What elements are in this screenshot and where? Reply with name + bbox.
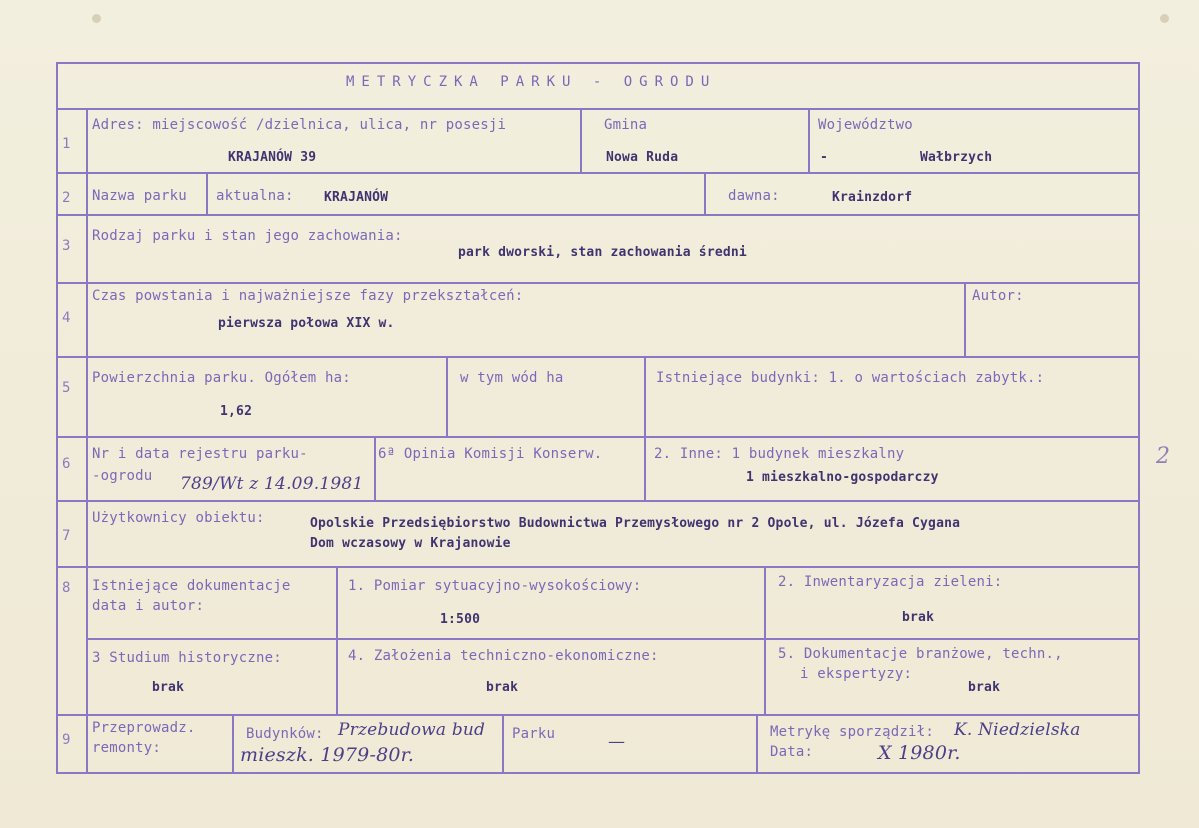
col-divider — [756, 714, 758, 772]
buildings-repairs-hand-2: mieszk. 1979-80r. — [240, 744, 415, 766]
gmina-value: Nowa Ruda — [606, 150, 679, 165]
park-record-card — [56, 62, 1140, 774]
repairs-label-cont: remonty: — [92, 740, 162, 756]
col-divider — [808, 108, 810, 172]
col-divider — [374, 436, 376, 500]
creation-label: Czas powstania i najważniejsze fazy przekształceń: — [92, 288, 524, 304]
register-label-cont: -ogrodu — [92, 468, 153, 484]
date-value: X 1980r. — [878, 742, 961, 764]
row-number: 6 — [62, 456, 71, 472]
branch-docs-value: brak — [968, 680, 1001, 695]
gmina-label: Gmina — [604, 117, 648, 133]
col-divider — [764, 566, 766, 714]
park-type-label: Rodzaj parku i stan jego zachowania: — [92, 228, 403, 244]
repairs-label: Przeprowadz. — [92, 720, 196, 736]
users-value-line2: Dom wczasowy w Krajanowie — [310, 536, 511, 551]
current-name-label: aktualna: — [216, 188, 294, 204]
row-divider — [58, 282, 1138, 284]
inventory-value: brak — [902, 610, 935, 625]
register-value: 789/Wt z 14.09.1981 — [180, 474, 364, 494]
row-divider — [58, 566, 1138, 568]
row-number: 2 — [62, 190, 71, 206]
branch-docs-label-cont: i ekspertyzy: — [800, 666, 913, 682]
card-title: METRYCZKA PARKU - OGRODU — [346, 74, 717, 90]
users-label: Użytkownicy obiektu: — [92, 510, 265, 526]
documentation-label-cont: data i autor: — [92, 598, 205, 614]
branch-docs-label: 5. Dokumentacje branżowe, techn., — [778, 646, 1063, 662]
address-value: KRAJANÓW 39 — [228, 150, 317, 165]
row-number: 9 — [62, 732, 71, 748]
compiled-by-label: Metrykę sporządził: — [770, 724, 934, 740]
col-divider — [446, 356, 448, 436]
other-buildings-label: 2. Inne: 1 budynek mieszkalny — [654, 446, 905, 462]
row-number: 5 — [62, 380, 71, 396]
row-number: 3 — [62, 238, 71, 254]
row-divider — [86, 638, 1138, 640]
technical-assumptions-label: 4. Założenia techniczno-ekonomiczne: — [348, 648, 659, 664]
row-number: 1 — [62, 136, 71, 152]
col-divider — [502, 714, 504, 772]
historical-study-label: 3 Studium historyczne: — [92, 650, 282, 666]
row-divider — [58, 172, 1138, 174]
survey-value: 1:500 — [440, 612, 481, 627]
technical-assumptions-value: brak — [486, 680, 519, 695]
area-value: 1,62 — [220, 404, 253, 419]
documentation-label: Istniejące dokumentacje — [92, 578, 291, 594]
col-divider — [580, 108, 582, 172]
voivodeship-label: Województwo — [818, 117, 913, 133]
area-label: Powierzchnia parku. Ogółem ha: — [92, 370, 351, 386]
park-type-value: park dworski, stan zachowania średni — [458, 245, 747, 260]
buildings-repairs-hand-1: Przebudowa bud — [338, 720, 486, 740]
voivodeship-dash: - — [820, 150, 829, 165]
users-value-line1: Opolskie Przedsiębiorstwo Budownictwa Przemysłowego nr 2 Opole, ul. Józefa Cygana — [310, 516, 961, 531]
row-divider — [58, 108, 1138, 110]
punch-hole — [92, 14, 101, 23]
compiled-by-value: K. Niedzielska — [954, 720, 1081, 740]
survey-label: 1. Pomiar sytuacyjno-wysokościowy: — [348, 578, 642, 594]
creation-value: pierwsza połowa XIX w. — [218, 316, 395, 331]
buildings-repairs-label: Budynków: — [246, 726, 324, 742]
col-divider — [964, 282, 966, 356]
inventory-label: 2. Inwentaryzacja zieleni: — [778, 574, 1003, 590]
col-divider — [206, 172, 208, 214]
conservator-opinion-label: 6ª Opinia Komisji Konserw. — [378, 446, 603, 462]
row-number: 7 — [62, 528, 71, 544]
col-divider — [704, 172, 706, 214]
row-divider — [58, 714, 1138, 716]
row-divider — [58, 214, 1138, 216]
col-divider — [232, 714, 234, 772]
register-label: Nr i data rejestru parku- — [92, 446, 308, 462]
number-column-divider — [86, 108, 88, 772]
row-number: 8 — [62, 580, 71, 596]
margin-mark: 2 — [1156, 444, 1171, 469]
current-name-value: KRAJANÓW — [324, 190, 389, 205]
punch-hole — [1160, 14, 1169, 23]
former-name-value: Krainzdorf — [832, 190, 913, 205]
park-repairs-value: — — [608, 732, 626, 752]
park-name-label: Nazwa parku — [92, 188, 187, 204]
author-label: Autor: — [972, 288, 1024, 304]
water-area-label: w tym wód ha — [460, 370, 564, 386]
col-divider — [336, 566, 338, 714]
former-name-label: dawna: — [728, 188, 780, 204]
row-divider — [58, 436, 1138, 438]
date-label: Data: — [770, 744, 814, 760]
existing-buildings-label: Istniejące budynki: 1. o wartościach zabytk.: — [656, 370, 1045, 386]
row-number: 4 — [62, 310, 71, 326]
row-divider — [58, 500, 1138, 502]
historical-study-value: brak — [152, 680, 185, 695]
row-divider — [58, 356, 1138, 358]
voivodeship-value: Wałbrzych — [920, 150, 993, 165]
park-repairs-label: Parku — [512, 726, 556, 742]
other-buildings-value: 1 mieszkalno-gospodarczy — [746, 470, 939, 485]
address-label: Adres: miejscowość /dzielnica, ulica, nr posesji — [92, 117, 507, 133]
col-divider — [644, 356, 646, 500]
